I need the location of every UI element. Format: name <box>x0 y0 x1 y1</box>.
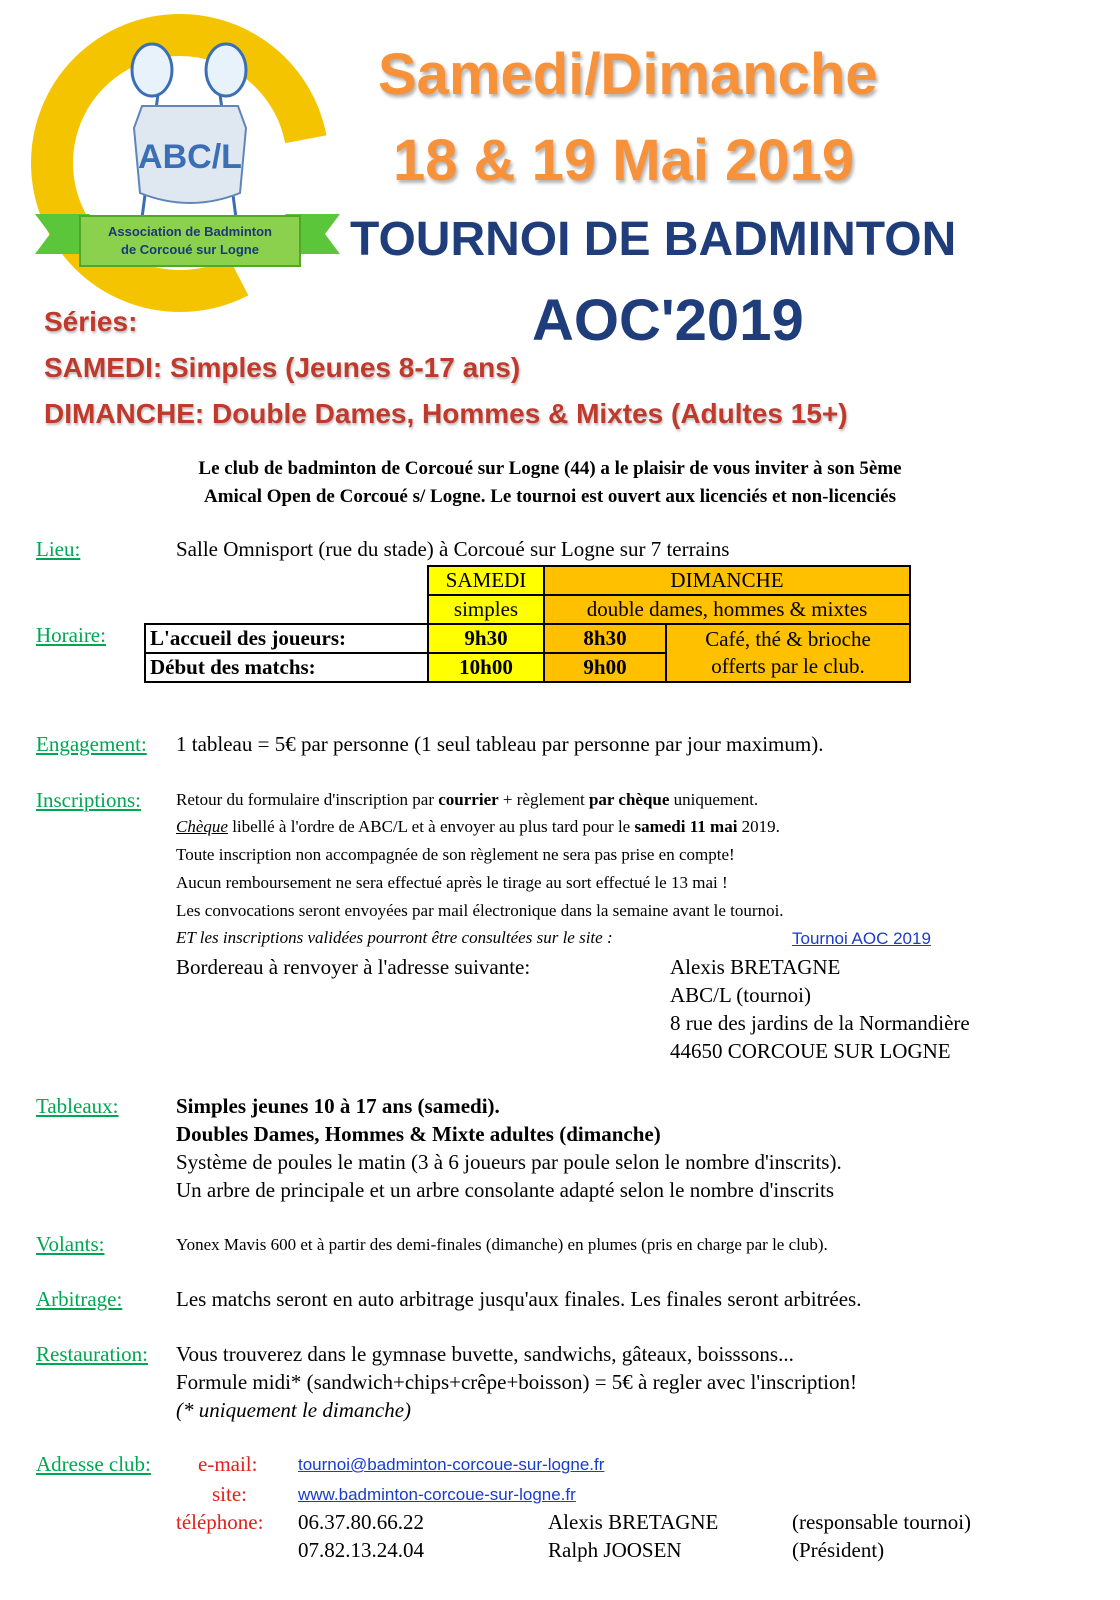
email-label: e-mail: <box>198 1452 258 1476</box>
col-dimanche: DIMANCHE <box>544 566 910 595</box>
volants-text: Yonex Mavis 600 et à partir des demi-finales (dimanche) en plumes (pris en charge par le club). <box>176 1235 828 1254</box>
restauration-line2: Formule midi* (sandwich+chips+crêpe+boisson) = 5€ à regler avec l'inscription! <box>176 1370 857 1394</box>
schedule-note-line1: Café, thé & brioche <box>705 627 871 651</box>
restauration-line3: (* uniquement le dimanche) <box>176 1398 412 1422</box>
svg-text:Association de Badminton: Association de Badminton <box>108 224 272 239</box>
site-label: site: <box>212 1482 247 1506</box>
tableaux-line3: Système de poules le matin (3 à 6 joueurs par poule selon le nombre d'inscrits). <box>176 1150 842 1174</box>
phone2: 07.82.13.24.04 <box>298 1538 424 1562</box>
series-samedi: SAMEDI: Simples (Jeunes 8-17 ans) <box>44 352 521 383</box>
header-dates: 18 & 19 Mai 2019 <box>393 128 855 193</box>
inscriptions-line4: Aucun remboursement ne sera effectué après le tirage au sort effectué le 13 mai ! <box>176 873 728 892</box>
header-title: TOURNOI DE BADMINTON <box>350 213 957 266</box>
row-accueil-dimanche: 8h30 <box>544 624 666 653</box>
tableaux-line4: Un arbre de principale et un arbre consolante adapté selon le nombre d'inscrits <box>176 1178 835 1202</box>
phone-label: téléphone: <box>176 1510 264 1534</box>
contact-role1: (responsable tournoi) <box>792 1510 972 1534</box>
header-edition: AOC'2019 <box>532 288 804 353</box>
contact-name1: Alexis BRETAGNE <box>548 1510 719 1534</box>
inscriptions-line1: Retour du formulaire d'inscription par courrier + règlement par chèque uniquement. <box>176 790 759 809</box>
restauration-label: Restauration: <box>36 1342 148 1366</box>
col-samedi: SAMEDI <box>428 566 544 595</box>
address-line4: 44650 CORCOUE SUR LOGNE <box>670 1039 951 1063</box>
svg-text:ABC/L: ABC/L <box>138 138 242 176</box>
tableaux-line1: Simples jeunes 10 à 17 ans (samedi). <box>176 1094 500 1118</box>
volants-label: Volants: <box>36 1232 105 1256</box>
arbitrage-text: Les matchs seront en auto arbitrage jusqu'aux finales. Les finales seront arbitrées. <box>176 1287 862 1311</box>
inscriptions-line3: Toute inscription non accompagnée de son règlement ne sera pas prise en compte! <box>176 845 735 864</box>
lieu-text: Salle Omnisport (rue du stade) à Corcoué sur Logne sur 7 terrains <box>176 537 730 561</box>
bordereau-text: Bordereau à renvoyer à l'adresse suivante: <box>176 955 531 979</box>
row-accueil-samedi: 9h30 <box>428 624 544 653</box>
row-accueil-label: L'accueil des joueurs: <box>145 624 428 653</box>
inscriptions-line5: Les convocations seront envoyées par mail électronique dans la semaine avant le tournoi. <box>176 901 784 920</box>
col-samedi-sub: simples <box>428 595 544 624</box>
row-debut-label: Début des matchs: <box>145 653 428 682</box>
col-dimanche-sub: double dames, hommes & mixtes <box>544 595 910 624</box>
address-line1: Alexis BRETAGNE <box>670 955 841 979</box>
lieu-label: Lieu: <box>36 537 81 561</box>
engagement-text: 1 tableau = 5€ par personne (1 seul tableau par personne par jour maximum). <box>176 732 824 756</box>
site-link[interactable]: www.badminton-corcoue-sur-logne.fr <box>298 1485 576 1504</box>
inscriptions-label: Inscriptions: <box>36 788 141 812</box>
engagement-label: Engagement: <box>36 732 147 756</box>
tournoi-link[interactable]: Tournoi AOC 2019 <box>792 929 931 948</box>
row-debut-samedi: 10h00 <box>428 653 544 682</box>
contact-role2: (Président) <box>792 1538 885 1562</box>
club-label: Adresse club: <box>36 1452 151 1476</box>
inscriptions-line6: ET les inscriptions validées pourront être consultées sur le site : <box>176 928 613 947</box>
club-logo <box>30 8 350 328</box>
svg-text:de Corcoué sur Logne: de Corcoué sur Logne <box>121 242 259 257</box>
inscriptions-line2: Chèque libellé à l'ordre de ABC/L et à envoyer au plus tard pour le samedi 11 mai 2019. <box>176 817 780 836</box>
phone1: 06.37.80.66.22 <box>298 1510 424 1534</box>
contact-name2: Ralph JOOSEN <box>548 1538 682 1562</box>
schedule-note <box>666 624 910 682</box>
series-dimanche: DIMANCHE: Double Dames, Hommes & Mixtes (Adultes 15+) <box>44 398 848 429</box>
row-debut-dimanche: 9h00 <box>544 653 666 682</box>
intro-line1: Le club de badminton de Corcoué sur Logne (44) a le plaisir de vous inviter à son 5ème <box>198 458 902 479</box>
address-line2: ABC/L (tournoi) <box>670 983 811 1007</box>
tableaux-label: Tableaux: <box>36 1094 119 1118</box>
schedule-table <box>144 565 911 683</box>
header-days: Samedi/Dimanche <box>378 42 878 107</box>
series-label: Séries: <box>44 306 138 337</box>
address-line3: 8 rue des jardins de la Normandière <box>670 1011 970 1035</box>
tableaux-line2: Doubles Dames, Hommes & Mixte adultes (dimanche) <box>176 1122 661 1146</box>
email-link[interactable]: tournoi@badminton-corcoue-sur-logne.fr <box>298 1455 605 1474</box>
arbitrage-label: Arbitrage: <box>36 1287 123 1311</box>
schedule-note-line2: offerts par le club. <box>711 654 865 678</box>
horaire-label: Horaire: <box>36 623 106 647</box>
intro-line2: Amical Open de Corcoué s/ Logne. Le tournoi est ouvert aux licenciés et non-licenciés <box>203 486 896 507</box>
restauration-line1: Vous trouverez dans le gymnase buvette, sandwichs, gâteaux, boisssons... <box>176 1342 794 1366</box>
